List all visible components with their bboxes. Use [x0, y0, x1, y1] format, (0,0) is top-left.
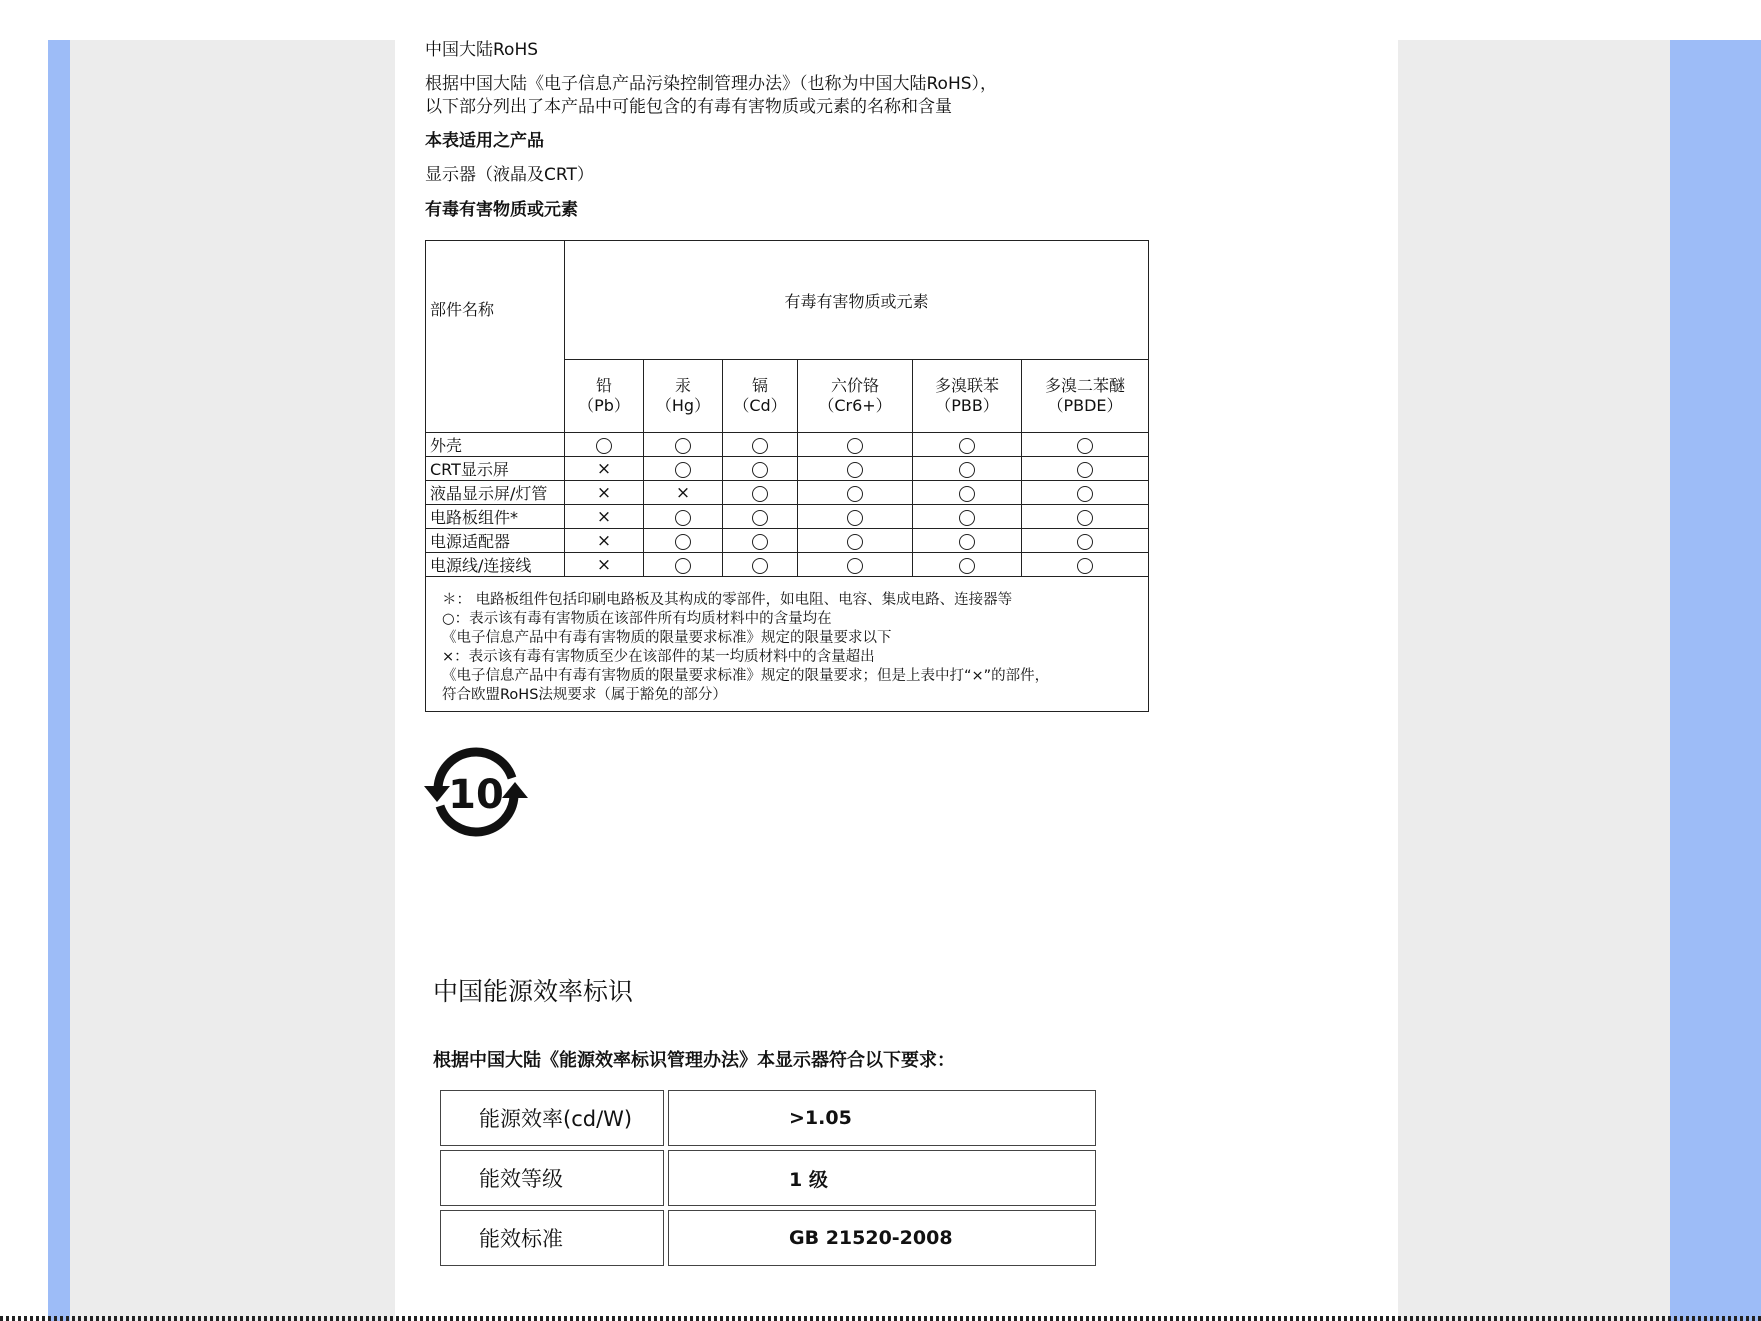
- circle-mark-icon: [675, 558, 691, 574]
- logo-arrow-left: [424, 786, 450, 802]
- energy-label-subtitle: 根据中国大陆《能源效率标识管理办法》本显示器符合以下要求：: [433, 1050, 955, 1071]
- circle-mark-icon: [752, 438, 768, 454]
- circle-mark-icon: [752, 534, 768, 550]
- right-blue-border: [1670, 40, 1761, 1321]
- circle-mark-icon: [752, 510, 768, 526]
- part-header: 部件名称: [426, 241, 565, 433]
- circle-mark-icon: [1077, 558, 1093, 574]
- substance-mark: [644, 505, 723, 529]
- circle-mark-icon: [1077, 534, 1093, 550]
- environmental-protection-period-logo: [424, 742, 528, 842]
- circle-mark-icon: [847, 462, 863, 478]
- note-line: 《电子信息产品中有毒有害物质的限量要求标准》规定的限量要求；但是上表中打“×”的部件，: [442, 668, 1050, 684]
- substance-mark: [913, 529, 1022, 553]
- circle-mark-icon: [959, 558, 975, 574]
- top-strip: [0, 0, 1761, 40]
- note-line: 《电子信息产品中有毒有害物质的限量要求标准》规定的限量要求以下: [442, 630, 892, 646]
- circle-mark-icon: [1077, 438, 1093, 454]
- circle-mark-icon: [959, 534, 975, 550]
- group-header: 有毒有害物质或元素: [565, 241, 1149, 360]
- circle-mark-icon: [752, 558, 768, 574]
- circle-mark-icon: [847, 534, 863, 550]
- element-header: 多溴二苯醚 （PBDE）: [1022, 360, 1149, 433]
- substance-mark: [913, 433, 1022, 457]
- substance-mark: [565, 553, 644, 577]
- substance-mark: [723, 457, 798, 481]
- note-line: ○：表示该有毒有害物质在该部件所有均质材料中的含量均在: [442, 611, 832, 627]
- bottom-dashed-border: [0, 1316, 1761, 1321]
- energy-row-label: 能效等级: [440, 1150, 664, 1206]
- substance-mark: [644, 481, 723, 505]
- part-name: 电路板组件*: [426, 505, 565, 529]
- left-blue-border: [48, 40, 70, 1321]
- circle-mark-icon: [959, 510, 975, 526]
- substances-label: 有毒有害物质或元素: [425, 200, 578, 220]
- left-gray-gutter: [70, 40, 395, 1321]
- energy-row: [440, 1090, 1096, 1146]
- circle-mark-icon: [847, 558, 863, 574]
- circle-mark-icon: [959, 438, 975, 454]
- circle-mark-icon: [752, 462, 768, 478]
- cross-mark-icon: ×: [596, 554, 612, 575]
- energy-row: [440, 1210, 1096, 1266]
- substance-mark: [798, 553, 913, 577]
- rohs-row: [426, 505, 1149, 529]
- note-line: 符合欧盟RoHS法规要求（属于豁免的部分）: [442, 687, 727, 703]
- substance-mark: [1022, 481, 1149, 505]
- cross-mark-icon: ×: [596, 506, 612, 527]
- substance-mark: [1022, 457, 1149, 481]
- energy-row-label: 能效标准: [440, 1210, 664, 1266]
- circle-mark-icon: [1077, 486, 1093, 502]
- circle-mark-icon: [959, 462, 975, 478]
- energy-table: [436, 1086, 1100, 1270]
- energy-row-value: 1 级: [668, 1150, 1096, 1206]
- circle-mark-icon: [847, 438, 863, 454]
- part-name: CRT显示屏: [426, 457, 565, 481]
- circle-mark-icon: [675, 534, 691, 550]
- element-header: 多溴联苯 （PBB）: [913, 360, 1022, 433]
- substance-mark: [798, 529, 913, 553]
- product-name: 显示器（液晶及CRT）: [425, 165, 594, 185]
- cross-mark-icon: ×: [675, 482, 691, 503]
- rohs-intro-line-2: 以下部分列出了本产品中可能包含的有毒有害物质或元素的名称和含量: [425, 97, 952, 117]
- substance-mark: [723, 529, 798, 553]
- substance-mark: [798, 433, 913, 457]
- right-gray-gutter: [1398, 40, 1670, 1321]
- substance-mark: [723, 481, 798, 505]
- cross-mark-icon: ×: [596, 458, 612, 479]
- substance-mark: [644, 457, 723, 481]
- note-line: ＊： 电路板组件包括印刷电路板及其构成的零部件，如电阻、电容、集成电路、连接器等: [442, 592, 1013, 608]
- table-notes: [426, 577, 1149, 712]
- substance-mark: [723, 505, 798, 529]
- energy-row-value: >1.05: [668, 1090, 1096, 1146]
- substance-mark: [1022, 505, 1149, 529]
- circle-mark-icon: [847, 510, 863, 526]
- energy-row-label: 能源效率(cd/W): [440, 1090, 664, 1146]
- substance-mark: [798, 457, 913, 481]
- part-name: 液晶显示屏/灯管: [426, 481, 565, 505]
- substance-mark: [1022, 433, 1149, 457]
- substance-mark: [723, 553, 798, 577]
- energy-label-title: 中国能源效率标识: [433, 977, 634, 1006]
- element-header: 铅 （Pb）: [565, 360, 644, 433]
- substance-mark: [565, 529, 644, 553]
- rohs-row: [426, 529, 1149, 553]
- substance-mark: [723, 433, 798, 457]
- substance-mark: [913, 505, 1022, 529]
- rohs-table: [425, 240, 1149, 712]
- energy-row-value: GB 21520-2008: [668, 1210, 1096, 1266]
- circle-mark-icon: [847, 486, 863, 502]
- substance-mark: [1022, 553, 1149, 577]
- substance-mark: [644, 553, 723, 577]
- circle-mark-icon: [675, 438, 691, 454]
- substance-mark: [644, 529, 723, 553]
- part-name: 外壳: [426, 433, 565, 457]
- rohs-row: [426, 553, 1149, 577]
- applies-label: 本表适用之产品: [425, 131, 544, 151]
- logo-number: 10: [448, 772, 504, 818]
- circle-mark-icon: [752, 486, 768, 502]
- circle-mark-icon: [675, 510, 691, 526]
- rohs-intro-line-1: 根据中国大陆《电子信息产品污染控制管理办法》（也称为中国大陆RoHS），: [425, 74, 998, 94]
- note-line: ×：表示该有毒有害物质至少在该部件的某一均质材料中的含量超出: [442, 649, 875, 665]
- substance-mark: [1022, 529, 1149, 553]
- substance-mark: [565, 505, 644, 529]
- element-header: 汞 （Hg）: [644, 360, 723, 433]
- element-header: 镉 （Cd）: [723, 360, 798, 433]
- logo-arrow-right: [502, 782, 528, 798]
- cross-mark-icon: ×: [596, 482, 612, 503]
- part-name: 电源适配器: [426, 529, 565, 553]
- circle-mark-icon: [959, 486, 975, 502]
- circle-mark-icon: [1077, 510, 1093, 526]
- part-name: 电源线/连接线: [426, 553, 565, 577]
- substance-mark: [565, 457, 644, 481]
- rohs-heading: 中国大陆RoHS: [425, 40, 539, 60]
- rohs-row: [426, 457, 1149, 481]
- substance-mark: [913, 457, 1022, 481]
- circle-mark-icon: [596, 438, 612, 454]
- element-header: 六价铬 （Cr6+）: [798, 360, 913, 433]
- rohs-row: [426, 433, 1149, 457]
- energy-row: [440, 1150, 1096, 1206]
- rohs-row: [426, 481, 1149, 505]
- circle-mark-icon: [1077, 462, 1093, 478]
- circle-mark-icon: [675, 462, 691, 478]
- left-margin: [0, 0, 48, 1321]
- cross-mark-icon: ×: [596, 530, 612, 551]
- substance-mark: [565, 481, 644, 505]
- substance-mark: [798, 481, 913, 505]
- substance-mark: [913, 553, 1022, 577]
- substance-mark: [913, 481, 1022, 505]
- substance-mark: [644, 433, 723, 457]
- substance-mark: [798, 505, 913, 529]
- substance-mark: [565, 433, 644, 457]
